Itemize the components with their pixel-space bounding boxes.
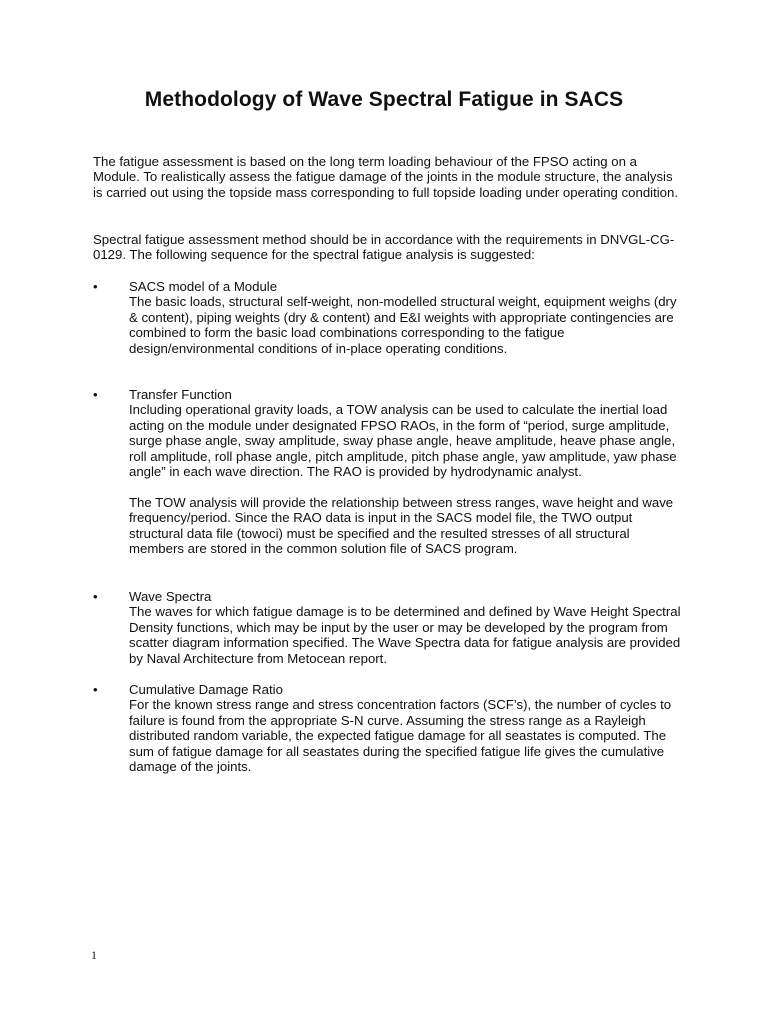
list-item-text-continued: The TOW analysis will provide the relationship between stress ranges, wave height and wave frequency/period. Since the RAO data is input in the SACS model file, the TWO output structural data file (towoci) must be specified and the resulted stresses of all structural members are stored in the common solution file of SACS program.	[129, 494, 674, 557]
list-item-body	[129, 589, 685, 666]
page-number: 1	[91, 948, 97, 962]
method-paragraph: Spectral fatigue assessment method should be in accordance with the requirements in DNVGL-CG-0129. The following sequence for the spectral fatigue analysis is suggested:	[93, 232, 675, 263]
bullet-icon: •	[93, 387, 98, 402]
bullet-icon: •	[93, 682, 98, 697]
list-item-body	[129, 682, 685, 774]
list-item-body	[129, 387, 685, 556]
list-item-heading: Wave Spectra	[129, 589, 212, 604]
list-item-text: For the known stress range and stress concentration factors (SCF’s), the number of cycles to failure is found from the appropriate S-N curve. Assuming the stress range as a Rayleigh distributed random variable, the expected fatigue damage for all seastates is computed. The sum of fatigue damage for all seastates during the specified fatigue life gives the cumulative damage of the joints.	[129, 697, 672, 775]
bullet-icon: •	[93, 589, 98, 604]
list-item-text: The basic loads, structural self-weight, non-modelled structural weight, equipment weighs (dry & content), piping weights (dry & content) and E&I weights with appropriate contingencies are combined to form the basic load combinations corresponding to the fatigue design/environmental conditions of in-place operating conditions.	[129, 294, 677, 356]
list-item-text: Including operational gravity loads, a TOW analysis can be used to calculate the inertial load acting on the module under designated FPSO RAOs, in the form of “period, surge amplitude, surge phase angle, sway amplitude, sway phase angle, heave amplitude, heave phase angle, roll amplitude, roll phase angle, pitch amplitude, pitch phase angle, yaw amplitude, yaw phase angle” in each wave direction. The RAO is provided by hydrodynamic analyst.	[129, 402, 677, 480]
page-title: Methodology of Wave Spectral Fatigue in SACS	[144, 88, 624, 111]
list-item-heading: SACS model of a Module	[129, 279, 278, 294]
list-item-heading: Transfer Function	[129, 387, 232, 402]
bullet-icon: •	[93, 279, 98, 294]
intro-paragraph: The fatigue assessment is based on the long term loading behaviour of the FPSO acting on a Module. To realistically assess the fatigue damage of the joints in the module structure, the analysis is carried out using the topside mass corresponding to full topside loading under operating condition.	[93, 154, 679, 200]
list-item-text: The waves for which fatigue damage is to be determined and defined by Wave Height Spectral Density functions, which may be input by the user or may be developed by the program from scatter diagram information specified. The Wave Spectra data for fatigue analysis are provided by Naval Architecture from Metocean report.	[129, 604, 681, 666]
list-item-body	[129, 279, 685, 356]
list-item-heading: Cumulative Damage Ratio	[129, 682, 283, 697]
